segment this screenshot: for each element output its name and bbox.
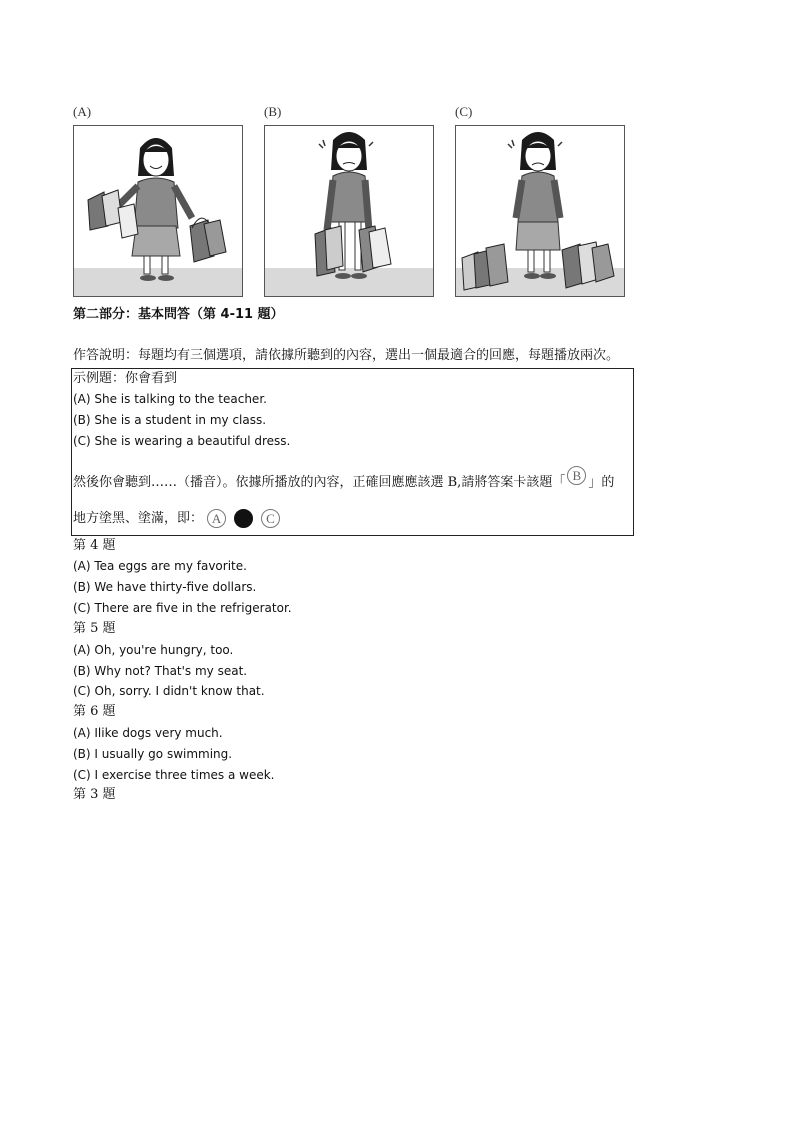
section-instructions: 作答說明：每題均有三個選項，請依據所聽到的內容，選出一個最適合的回應，每題播放兩次。 [73, 348, 620, 363]
picture-frame [264, 125, 434, 297]
example-then-text-end: 」的 [588, 475, 615, 490]
picture-label: (C) [455, 104, 473, 119]
question-option: (A) Tea eggs are my favorite. [73, 559, 247, 573]
example-intro: 示例題：你會看到 [73, 371, 178, 386]
example-then-text [73, 468, 615, 490]
example-then-text-start: 然後你會聽到……（播音）。依據所播放的內容，正確回應應該選 B,請將答案卡該題「 [73, 475, 566, 490]
section-heading: 第二部分：基本問答（第 4-11 題） [73, 307, 284, 322]
sample-answer-circle: B [567, 466, 586, 485]
question-option: (C) There are five in the refrigerator. [73, 601, 292, 615]
question-title: 第 4 題 [73, 538, 116, 553]
question-title: 第 5 題 [73, 621, 116, 636]
question-option: (C) I exercise three times a week. [73, 768, 275, 782]
picture-frame [73, 125, 243, 297]
picture-label: (B) [264, 104, 282, 119]
bubble-filled [234, 509, 253, 528]
example-option-c: (C) She is wearing a beautiful dress. [73, 434, 291, 448]
bubble-a: A [207, 509, 226, 528]
example-fill-text: 地方塗黑、塗滿，即： [73, 511, 204, 526]
woman-exhausted-bags-on-floor-illustration [456, 126, 624, 296]
example-option-b: (B) She is a student in my class. [73, 413, 267, 427]
picture-a [73, 104, 243, 296]
question-option: (A) Ilike dogs very much. [73, 726, 223, 740]
woman-tired-carrying-bags-illustration [265, 126, 433, 296]
woman-happy-shopping-illustration [74, 126, 242, 296]
picture-frame [455, 125, 625, 297]
question-option: (B) I usually go swimming. [73, 747, 233, 761]
picture-b [264, 104, 434, 296]
question-title: 第 6 題 [73, 704, 116, 719]
question-option: (B) Why not? That's my seat. [73, 664, 248, 678]
question-option: (A) Oh, you're hungry, too. [73, 643, 234, 657]
example-fill-line [73, 509, 280, 528]
picture-c [455, 104, 625, 296]
question-option: (C) Oh, sorry. I didn't know that. [73, 684, 265, 698]
question-option: (B) We have thirty-five dollars. [73, 580, 257, 594]
question-title: 第 3 題 [73, 787, 116, 802]
example-option-a: (A) She is talking to the teacher. [73, 392, 267, 406]
picture-label: (A) [73, 104, 92, 119]
bubble-c: C [261, 509, 280, 528]
